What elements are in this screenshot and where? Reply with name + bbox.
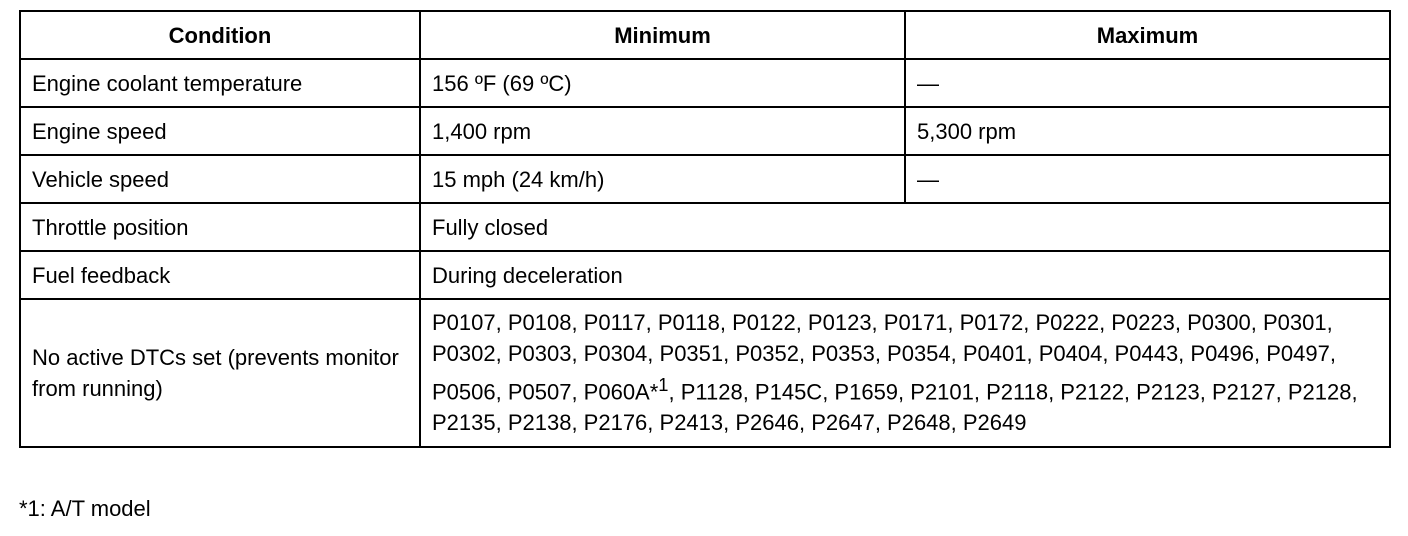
header-row — [20, 11, 1390, 59]
condition-cell: Throttle position — [20, 203, 420, 251]
minimum-cell: 15 mph (24 km/h) — [420, 155, 905, 203]
dtc-list-part-1: P0107, P0108, P0117, P0118, P0122, P0123, P0171, P0172, P0222, P0223, P0300, P0301, P0302, P0303, P0304, P0351, P0352, P0353, P0354, P0401, P0404, P0443, P0496, P0497, P0506, P0507, P060A* — [432, 310, 1336, 405]
table-row — [20, 251, 1390, 299]
footnote-marker: 1 — [658, 374, 669, 395]
table-row — [20, 203, 1390, 251]
value-cell: Fully closed — [420, 203, 1390, 251]
table-row — [20, 107, 1390, 155]
condition-cell: Engine coolant temperature — [20, 59, 420, 107]
maximum-cell: — — [905, 59, 1390, 107]
conditions-table — [19, 10, 1391, 448]
table-row — [20, 59, 1390, 107]
table-row — [20, 299, 1390, 447]
dtc-list-cell — [420, 299, 1390, 447]
minimum-cell: 156 ºF (69 ºC) — [420, 59, 905, 107]
table-row — [20, 155, 1390, 203]
header-maximum: Maximum — [905, 11, 1390, 59]
minimum-cell: 1,400 rpm — [420, 107, 905, 155]
maximum-cell: — — [905, 155, 1390, 203]
header-minimum: Minimum — [420, 11, 905, 59]
dtc-list-part-2: , P1128, P145C, P1659, P2101, P2118, P2122, P2123, P2127, P2128, P2135, P2138, P2176, P2413, P2646, P2647, P2648, P2649 — [432, 379, 1358, 436]
condition-cell: Vehicle speed — [20, 155, 420, 203]
header-condition: Condition — [20, 11, 420, 59]
condition-cell: Engine speed — [20, 107, 420, 155]
condition-cell: No active DTCs set (prevents monitor from running) — [20, 299, 420, 447]
footnote: *1: A/T model — [19, 496, 151, 521]
condition-cell: Fuel feedback — [20, 251, 420, 299]
value-cell: During deceleration — [420, 251, 1390, 299]
maximum-cell: 5,300 rpm — [905, 107, 1390, 155]
